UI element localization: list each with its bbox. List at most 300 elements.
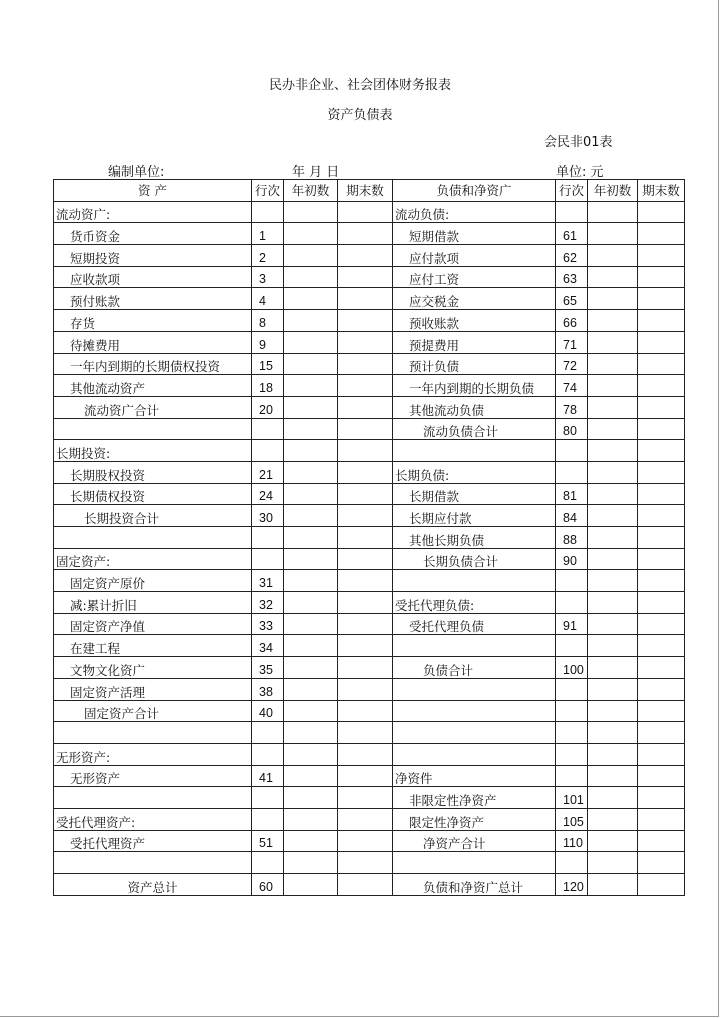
asset-opening-cell — [284, 765, 338, 787]
table-row — [54, 722, 685, 744]
asset-item-label: 减:累计折旧 — [54, 592, 252, 614]
liability-closing-cell — [638, 787, 685, 809]
liability-line-no — [556, 852, 588, 874]
liability-item-label: 预提费用 — [393, 331, 556, 353]
liability-item-label — [393, 852, 556, 874]
asset-line-no: 15 — [252, 353, 284, 375]
liability-line-no — [556, 700, 588, 722]
liability-item-label — [393, 440, 556, 462]
table-row — [54, 461, 685, 483]
liability-line-no: 62 — [556, 245, 588, 267]
header-opening-2: 年初数 — [588, 180, 638, 202]
asset-item-label — [54, 527, 252, 549]
asset-closing-cell — [338, 830, 393, 852]
asset-item-label — [54, 418, 252, 440]
asset-line-no: 34 — [252, 635, 284, 657]
liability-closing-cell — [638, 353, 685, 375]
liability-opening-cell — [588, 223, 638, 245]
table-row — [54, 266, 685, 288]
liability-line-no: 101 — [556, 787, 588, 809]
table-row — [54, 353, 685, 375]
asset-opening-cell — [284, 440, 338, 462]
liability-closing-cell — [638, 613, 685, 635]
asset-closing-cell — [338, 266, 393, 288]
asset-line-no: 3 — [252, 266, 284, 288]
header-line-no-2: 行次 — [556, 180, 588, 202]
asset-item-label: 长期投资: — [54, 440, 252, 462]
asset-opening-cell — [284, 353, 338, 375]
asset-item-label: 短期投资 — [54, 245, 252, 267]
table-row — [54, 505, 685, 527]
liability-item-label — [393, 700, 556, 722]
liability-item-label: 负债和净资广总计 — [393, 874, 556, 896]
asset-item-label: 无形资产 — [54, 765, 252, 787]
liability-item-label: 预收账款 — [393, 310, 556, 332]
asset-line-no: 2 — [252, 245, 284, 267]
liability-closing-cell — [638, 245, 685, 267]
asset-opening-cell — [284, 418, 338, 440]
asset-closing-cell — [338, 418, 393, 440]
header-closing: 期末数 — [338, 180, 393, 202]
table-row — [54, 808, 685, 830]
liability-line-no: 81 — [556, 483, 588, 505]
liability-line-no: 78 — [556, 396, 588, 418]
liability-opening-cell — [588, 418, 638, 440]
asset-opening-cell — [284, 375, 338, 397]
asset-item-label: 货币资金 — [54, 223, 252, 245]
liability-closing-cell — [638, 266, 685, 288]
liability-closing-cell — [638, 592, 685, 614]
header-liabilities: 负债和净资广 — [393, 180, 556, 202]
asset-line-no: 4 — [252, 288, 284, 310]
asset-closing-cell — [338, 353, 393, 375]
liability-closing-cell — [638, 678, 685, 700]
table-row — [54, 375, 685, 397]
liability-closing-cell — [638, 852, 685, 874]
liability-closing-cell — [638, 657, 685, 679]
liability-item-label: 长期应付款 — [393, 505, 556, 527]
asset-opening-cell — [284, 396, 338, 418]
liability-line-no — [556, 570, 588, 592]
liability-line-no — [556, 592, 588, 614]
asset-closing-cell — [338, 223, 393, 245]
table-row — [54, 657, 685, 679]
table-row — [54, 570, 685, 592]
asset-closing-cell — [338, 570, 393, 592]
asset-item-label: 受托代理资产: — [54, 808, 252, 830]
liability-line-no: 80 — [556, 418, 588, 440]
table-row — [54, 613, 685, 635]
asset-line-no: 51 — [252, 830, 284, 852]
liability-line-no: 63 — [556, 266, 588, 288]
liability-item-label: 非限定性净资产 — [393, 787, 556, 809]
liability-item-label: 受托代理负债: — [393, 592, 556, 614]
liability-line-no: 120 — [556, 874, 588, 896]
asset-closing-cell — [338, 722, 393, 744]
asset-opening-cell — [284, 548, 338, 570]
liability-line-no — [556, 743, 588, 765]
asset-line-no: 40 — [252, 700, 284, 722]
asset-line-no: 60 — [252, 874, 284, 896]
asset-opening-cell — [284, 310, 338, 332]
asset-closing-cell — [338, 657, 393, 679]
asset-opening-cell — [284, 223, 338, 245]
asset-line-no — [252, 852, 284, 874]
table-row — [54, 874, 685, 896]
liability-closing-cell — [638, 440, 685, 462]
asset-opening-cell — [284, 331, 338, 353]
table-header-row — [54, 180, 685, 202]
table-row — [54, 288, 685, 310]
asset-line-no: 32 — [252, 592, 284, 614]
asset-line-no: 35 — [252, 657, 284, 679]
table-row — [54, 548, 685, 570]
liability-opening-cell — [588, 765, 638, 787]
liability-line-no — [556, 722, 588, 744]
table-row — [54, 418, 685, 440]
prepared-by-label: 编制单位: — [108, 165, 165, 180]
liability-opening-cell — [588, 396, 638, 418]
asset-opening-cell — [284, 722, 338, 744]
asset-closing-cell — [338, 331, 393, 353]
asset-line-no: 20 — [252, 396, 284, 418]
asset-opening-cell — [284, 635, 338, 657]
liability-opening-cell — [588, 527, 638, 549]
asset-item-label: 长期投资合计 — [54, 505, 252, 527]
liability-opening-cell — [588, 830, 638, 852]
asset-item-label — [54, 787, 252, 809]
liability-closing-cell — [638, 874, 685, 896]
asset-item-label: 长期债权投资 — [54, 483, 252, 505]
liability-opening-cell — [588, 592, 638, 614]
asset-item-label: 待摊费用 — [54, 331, 252, 353]
liability-closing-cell — [638, 570, 685, 592]
table-row — [54, 787, 685, 809]
liability-item-label: 流动负债: — [393, 201, 556, 223]
liability-closing-cell — [638, 201, 685, 223]
liability-item-label: 净资件 — [393, 765, 556, 787]
liability-closing-cell — [638, 310, 685, 332]
liability-line-no — [556, 440, 588, 462]
liability-item-label — [393, 678, 556, 700]
liability-closing-cell — [638, 331, 685, 353]
asset-opening-cell — [284, 852, 338, 874]
liability-item-label: 长期借款 — [393, 483, 556, 505]
liability-closing-cell — [638, 722, 685, 744]
asset-opening-cell — [284, 201, 338, 223]
liability-item-label: 流动负债合计 — [393, 418, 556, 440]
liability-line-no: 66 — [556, 310, 588, 332]
asset-closing-cell — [338, 396, 393, 418]
asset-item-label: 一年内到期的长期债权投资 — [54, 353, 252, 375]
liability-line-no: 65 — [556, 288, 588, 310]
liability-line-no: 71 — [556, 331, 588, 353]
liability-closing-cell — [638, 765, 685, 787]
asset-line-no — [252, 808, 284, 830]
asset-closing-cell — [338, 483, 393, 505]
table-row — [54, 201, 685, 223]
header-closing-2: 期末数 — [638, 180, 685, 202]
header-assets: 资 产 — [54, 180, 252, 202]
liability-line-no — [556, 678, 588, 700]
liability-item-label: 其他流动负债 — [393, 396, 556, 418]
liability-opening-cell — [588, 787, 638, 809]
asset-line-no: 24 — [252, 483, 284, 505]
asset-closing-cell — [338, 505, 393, 527]
asset-closing-cell — [338, 635, 393, 657]
liability-closing-cell — [638, 288, 685, 310]
liability-closing-cell — [638, 527, 685, 549]
asset-closing-cell — [338, 548, 393, 570]
asset-opening-cell — [284, 288, 338, 310]
liability-line-no: 61 — [556, 223, 588, 245]
asset-closing-cell — [338, 852, 393, 874]
liability-line-no: 91 — [556, 613, 588, 635]
liability-closing-cell — [638, 461, 685, 483]
liability-opening-cell — [588, 678, 638, 700]
asset-closing-cell — [338, 592, 393, 614]
asset-closing-cell — [338, 440, 393, 462]
liability-item-label: 其他长期负债 — [393, 527, 556, 549]
asset-closing-cell — [338, 527, 393, 549]
liability-opening-cell — [588, 483, 638, 505]
liability-line-no: 110 — [556, 830, 588, 852]
liability-item-label — [393, 743, 556, 765]
asset-item-label: 固定资产净值 — [54, 613, 252, 635]
asset-opening-cell — [284, 461, 338, 483]
liability-opening-cell — [588, 266, 638, 288]
asset-opening-cell — [284, 700, 338, 722]
asset-item-label — [54, 722, 252, 744]
liability-closing-cell — [638, 635, 685, 657]
liability-item-label: 长期负债合计 — [393, 548, 556, 570]
liability-opening-cell — [588, 310, 638, 332]
liability-closing-cell — [638, 223, 685, 245]
liability-opening-cell — [588, 331, 638, 353]
asset-item-label: 流动资广合计 — [54, 396, 252, 418]
table-row — [54, 483, 685, 505]
liability-item-label: 预计负债 — [393, 353, 556, 375]
asset-closing-cell — [338, 613, 393, 635]
table-row — [54, 700, 685, 722]
liability-item-label: 应付工资 — [393, 266, 556, 288]
liability-item-label — [393, 722, 556, 744]
liability-line-no: 100 — [556, 657, 588, 679]
asset-line-no: 8 — [252, 310, 284, 332]
liability-item-label: 应交税金 — [393, 288, 556, 310]
liability-item-label: 一年内到期的长期负债 — [393, 375, 556, 397]
liability-line-no: 90 — [556, 548, 588, 570]
asset-item-label: 文物文化资广 — [54, 657, 252, 679]
asset-closing-cell — [338, 375, 393, 397]
asset-closing-cell — [338, 288, 393, 310]
table-row — [54, 765, 685, 787]
asset-line-no: 1 — [252, 223, 284, 245]
liability-opening-cell — [588, 288, 638, 310]
liability-opening-cell — [588, 461, 638, 483]
asset-closing-cell — [338, 743, 393, 765]
asset-closing-cell — [338, 678, 393, 700]
asset-line-no — [252, 418, 284, 440]
liability-line-no — [556, 461, 588, 483]
liability-item-label — [393, 570, 556, 592]
liability-item-label: 负债合计 — [393, 657, 556, 679]
asset-opening-cell — [284, 613, 338, 635]
table-row — [54, 245, 685, 267]
liability-opening-cell — [588, 570, 638, 592]
asset-closing-cell — [338, 310, 393, 332]
table-row — [54, 635, 685, 657]
liability-line-no: 84 — [556, 505, 588, 527]
liability-item-label — [393, 635, 556, 657]
asset-line-no: 38 — [252, 678, 284, 700]
liability-closing-cell — [638, 830, 685, 852]
asset-opening-cell — [284, 743, 338, 765]
balance-sheet-table — [53, 179, 685, 896]
liability-line-no: 74 — [556, 375, 588, 397]
table-row — [54, 852, 685, 874]
asset-item-label: 固定资产合计 — [54, 700, 252, 722]
liability-opening-cell — [588, 700, 638, 722]
table-row — [54, 830, 685, 852]
asset-line-no: 31 — [252, 570, 284, 592]
liability-closing-cell — [638, 743, 685, 765]
asset-closing-cell — [338, 245, 393, 267]
asset-item-label: 固定资产原价 — [54, 570, 252, 592]
asset-closing-cell — [338, 765, 393, 787]
asset-opening-cell — [284, 657, 338, 679]
asset-opening-cell — [284, 527, 338, 549]
asset-line-no: 33 — [252, 613, 284, 635]
liability-closing-cell — [638, 396, 685, 418]
asset-closing-cell — [338, 700, 393, 722]
currency-unit-label: 单位: 元 — [556, 165, 604, 180]
asset-opening-cell — [284, 505, 338, 527]
asset-opening-cell — [284, 592, 338, 614]
asset-line-no: 9 — [252, 331, 284, 353]
liability-line-no — [556, 765, 588, 787]
asset-line-no — [252, 527, 284, 549]
liability-opening-cell — [588, 548, 638, 570]
asset-opening-cell — [284, 874, 338, 896]
asset-opening-cell — [284, 787, 338, 809]
asset-line-no: 30 — [252, 505, 284, 527]
liability-item-label: 长期负债: — [393, 461, 556, 483]
asset-opening-cell — [284, 483, 338, 505]
liability-item-label: 应付款项 — [393, 245, 556, 267]
asset-closing-cell — [338, 874, 393, 896]
liability-opening-cell — [588, 375, 638, 397]
report-title: 民办非企业、社会团体财务报表 — [268, 78, 451, 93]
asset-closing-cell — [338, 461, 393, 483]
report-date-label: 年 月 日 — [292, 165, 340, 180]
asset-item-label: 长期股权投资 — [54, 461, 252, 483]
liability-opening-cell — [588, 505, 638, 527]
asset-item-label — [54, 852, 252, 874]
liability-closing-cell — [638, 505, 685, 527]
table-row — [54, 440, 685, 462]
asset-line-no: 21 — [252, 461, 284, 483]
asset-opening-cell — [284, 570, 338, 592]
liability-opening-cell — [588, 743, 638, 765]
liability-line-no — [556, 201, 588, 223]
asset-opening-cell — [284, 830, 338, 852]
liability-item-label: 限定性净资产 — [393, 808, 556, 830]
asset-item-label: 应收款项 — [54, 266, 252, 288]
asset-item-label: 资产总计 — [54, 874, 252, 896]
liability-item-label: 净资产合计 — [393, 830, 556, 852]
asset-item-label: 受托代理资产 — [54, 830, 252, 852]
liability-line-no: 72 — [556, 353, 588, 375]
liability-opening-cell — [588, 635, 638, 657]
asset-item-label: 预付账款 — [54, 288, 252, 310]
asset-opening-cell — [284, 808, 338, 830]
liability-opening-cell — [588, 657, 638, 679]
liability-closing-cell — [638, 375, 685, 397]
table-row — [54, 331, 685, 353]
liability-line-no: 105 — [556, 808, 588, 830]
asset-opening-cell — [284, 678, 338, 700]
liability-opening-cell — [588, 613, 638, 635]
asset-item-label: 固定资产活理 — [54, 678, 252, 700]
liability-closing-cell — [638, 548, 685, 570]
asset-item-label: 其他流动资产 — [54, 375, 252, 397]
asset-item-label: 固定资产: — [54, 548, 252, 570]
liability-item-label: 短期借款 — [393, 223, 556, 245]
liability-opening-cell — [588, 852, 638, 874]
liability-line-no — [556, 635, 588, 657]
table-row — [54, 743, 685, 765]
liability-opening-cell — [588, 201, 638, 223]
table-row — [54, 592, 685, 614]
asset-line-no — [252, 787, 284, 809]
report-subtitle: 资产负债表 — [327, 108, 393, 123]
liability-opening-cell — [588, 353, 638, 375]
header-opening: 年初数 — [284, 180, 338, 202]
asset-line-no — [252, 548, 284, 570]
asset-closing-cell — [338, 787, 393, 809]
liability-opening-cell — [588, 440, 638, 462]
table-row — [54, 678, 685, 700]
liability-opening-cell — [588, 808, 638, 830]
asset-line-no: 18 — [252, 375, 284, 397]
table-row — [54, 310, 685, 332]
liability-closing-cell — [638, 700, 685, 722]
table-row — [54, 223, 685, 245]
asset-closing-cell — [338, 808, 393, 830]
asset-opening-cell — [284, 266, 338, 288]
asset-line-no: 41 — [252, 765, 284, 787]
table-row — [54, 396, 685, 418]
asset-opening-cell — [284, 245, 338, 267]
liability-line-no: 88 — [556, 527, 588, 549]
asset-item-label: 流动资广: — [54, 201, 252, 223]
asset-line-no — [252, 743, 284, 765]
form-code: 会民非01表 — [544, 135, 613, 150]
asset-line-no — [252, 440, 284, 462]
asset-closing-cell — [338, 201, 393, 223]
liability-closing-cell — [638, 418, 685, 440]
liability-opening-cell — [588, 245, 638, 267]
liability-opening-cell — [588, 722, 638, 744]
liability-closing-cell — [638, 483, 685, 505]
asset-item-label: 无形资产: — [54, 743, 252, 765]
asset-item-label: 存货 — [54, 310, 252, 332]
asset-line-no — [252, 722, 284, 744]
liability-item-label: 受托代理负债 — [393, 613, 556, 635]
asset-line-no — [252, 201, 284, 223]
table-row — [54, 527, 685, 549]
